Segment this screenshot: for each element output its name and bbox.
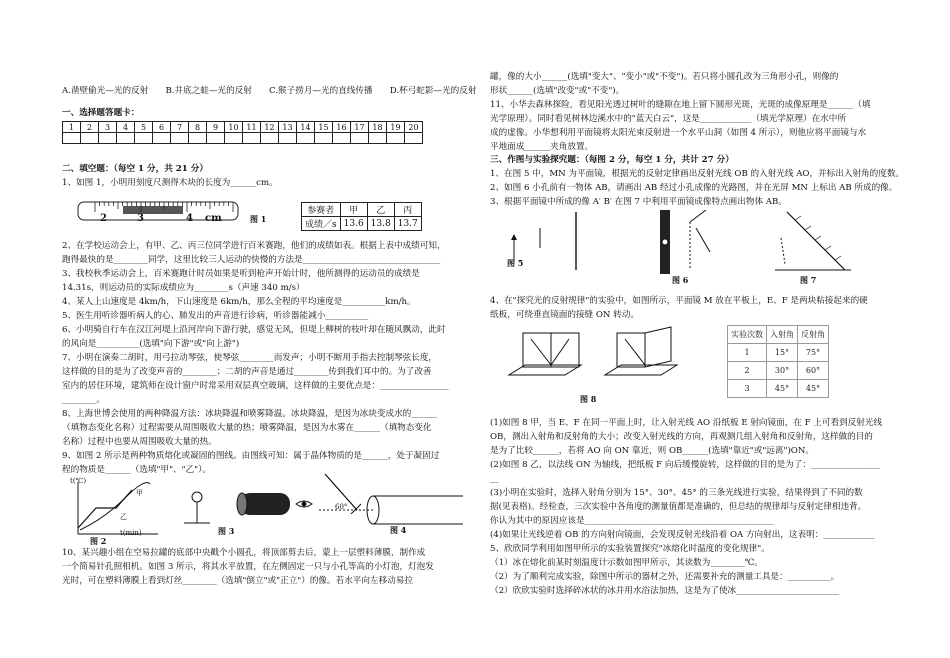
question-3a: 3、我校秋季运动会上，百米赛跑计时员如果是听到枪声开始计时，他所测得的运动员的成绩是 bbox=[62, 269, 420, 279]
answer-card-blank[interactable] bbox=[117, 133, 135, 144]
fig6-pinhole-figure bbox=[650, 208, 730, 278]
section1-title: 一、选择题答题卡： bbox=[62, 108, 140, 118]
right-line-2: 形状______(选填"改变"或"不变")。 bbox=[490, 86, 625, 96]
answer-card-blank[interactable] bbox=[369, 133, 387, 144]
fig2-ylabel: t(℃) bbox=[70, 477, 87, 485]
experiment-q1a: (1)如图 8 甲，当 E、F 在同一平面上时，让入射光线 AO 沿纸板 E 射向镜面，在 F 上可看到反射光线 bbox=[490, 418, 883, 428]
question-8c: 名称）过程中也要从周围吸收大量的热。 bbox=[62, 437, 217, 447]
answer-card-blank[interactable] bbox=[225, 133, 243, 144]
fig7-label: 图 7 bbox=[800, 275, 817, 285]
section3-title: 三、作图与实验探究题：（每图 2 分，每空 1 分，共计 27 分） bbox=[490, 155, 734, 165]
answer-card-number: 6 bbox=[153, 122, 171, 133]
experiment-table bbox=[727, 325, 829, 398]
exp-cell-2-0: 3 bbox=[728, 380, 767, 398]
answer-card-blank[interactable] bbox=[207, 133, 225, 144]
question-11d: 平地面成______夹角放置。 bbox=[490, 142, 594, 152]
score-cell-2: 13.8 bbox=[367, 217, 394, 231]
experiment-q3b: 据(见表格)。经检查，三次实验中各角度的测量值都是准确的，但总结的规律却与反射定律相违背。 bbox=[490, 502, 867, 512]
fig2-curve-yi: 乙 bbox=[120, 513, 127, 521]
answer-card-number: 7 bbox=[171, 122, 189, 133]
answer-card-number: 17 bbox=[351, 122, 369, 133]
exp-cell-2-2: 45° bbox=[798, 380, 829, 398]
experiment-4a: 4、在"探究光的反射规律"的实验中，如图所示，平面镜 M 放在平板上，E、F 是两块粘接起来的硬 bbox=[490, 296, 868, 306]
section2-title: 二、填空题：（每空 1 分，共 21 分） bbox=[62, 164, 208, 174]
question-6b: 的风向是__________(选填"向下游"或"向上游") bbox=[62, 339, 240, 349]
fig8-reflection-boards bbox=[505, 325, 685, 387]
experiment-q4: (4)如果让光线逆着 OB 的方向射向镜面，会发现反射光线沿着 OA 方向射出，这表明：____________ bbox=[490, 530, 875, 540]
answer-card-number: 11 bbox=[243, 122, 261, 133]
exp-cell-2-1: 45° bbox=[767, 380, 798, 398]
ruler-unit: cm bbox=[205, 213, 222, 224]
score-cell-3: 13.7 bbox=[394, 217, 421, 231]
answer-card-number: 13 bbox=[279, 122, 297, 133]
score-table bbox=[301, 202, 422, 231]
answer-card-blank[interactable] bbox=[81, 133, 99, 144]
ruler-num-3: 3 bbox=[137, 213, 144, 224]
exp-cell-0-1: 15° bbox=[767, 344, 798, 362]
q-options-line: A.凿壁偷光—光的反射 B.井底之蛙—光的反射 C.猴子捞月—光的直线传播 D.杯弓蛇影—光的反射 bbox=[62, 86, 477, 96]
question-8b: （填物态变化名称）过程需要从周围吸收大量的热；喷雾降温，是因为水雾在______（填物态变化 bbox=[62, 423, 432, 433]
question-4: 4、某人上山速度是 4km/h，下山速度是 6km/h，那么全程的平均速度是__________km/h。 bbox=[62, 297, 416, 307]
experiment-q2b: __ bbox=[490, 474, 499, 484]
score-header-3: 丙 bbox=[394, 203, 421, 217]
mirror-cave-figure bbox=[315, 470, 465, 530]
answer-card-number: 10 bbox=[225, 122, 243, 133]
fig3-label: 图 3 bbox=[218, 526, 235, 536]
answer-card-blank[interactable] bbox=[63, 133, 81, 144]
experiment-q1b: OB，测出入射角和反射角的大小；改变入射光线的方向，再观测几组入射角和反射角，这样做的目的 bbox=[490, 432, 873, 442]
answer-card-number: 19 bbox=[387, 122, 405, 133]
question-5: 5、医生用听诊器听病人的心、肺发出的声音进行诊病，听诊器能减小__________ bbox=[62, 311, 369, 321]
score-cell-1: 13.6 bbox=[340, 217, 367, 231]
drawing-q3: 3、根据平面镜中所成的像 A′ B′ 在图 7 中利用平面镜成像特点画出物体 AB。 bbox=[490, 197, 787, 207]
exp-cell-0-0: 1 bbox=[728, 344, 767, 362]
fig4-angle: 60° bbox=[335, 503, 348, 511]
answer-card-number: 2 bbox=[81, 122, 99, 133]
question-10a: 10、某兴趣小组在空易拉罐的底部中央戳个小圆孔，将顶部剪去后，蒙上一层塑料薄膜，制作成 bbox=[62, 548, 426, 558]
answer-card-number: 16 bbox=[333, 122, 351, 133]
question-9a: 9、如图 2 所示是两种物质熔化或凝固的图线。由图线可知：属于晶体物质的是______，处于凝固过 bbox=[62, 451, 440, 461]
answer-card-blank[interactable] bbox=[351, 133, 369, 144]
fig7-mirror-image-figure bbox=[765, 208, 855, 276]
question-11c: 成的虚像。小华想利用平面镜将太阳光束反射进一个水平山洞（如图 4 所示），则他应将平面镜与水 bbox=[490, 128, 867, 138]
exp-cell-1-1: 30° bbox=[767, 362, 798, 380]
answer-card-blank[interactable] bbox=[153, 133, 171, 144]
drawing-q1: 1、在图 5 中，MN 为平面镜，根据光的反射定律画出反射光线 OB 的入射光线 AO，并标出入射角的度数。 bbox=[490, 169, 905, 179]
drawing-q2: 2、如图 6 小孔前有一物体 AB，请画出 AB 经过小孔成像的光路图，并在光屏 MN 上标出 AB 所成的像。 bbox=[490, 183, 898, 193]
fig5-label: 图 5 bbox=[507, 258, 524, 268]
experiment-4b: 纸板，可绕垂直镜面的接缝 ON 转动。 bbox=[490, 310, 639, 320]
fig2-curve-jia: 甲 bbox=[136, 489, 143, 497]
answer-card-number: 15 bbox=[315, 122, 333, 133]
question-10c: 光时，可在塑料薄膜上看到灯丝________（选填"倒立"或"正立"）的像。若水平向左移动易拉 bbox=[62, 576, 413, 586]
answer-card-number: 1 bbox=[63, 122, 81, 133]
answer-card-blank[interactable] bbox=[405, 133, 423, 144]
exp-cell-1-2: 60° bbox=[798, 362, 829, 380]
right-line-1: 罐，像的大小______(选填"变大"、"变小"或"不变")。若只将小圆孔改为三角形小孔，则像的 bbox=[490, 72, 839, 82]
ice-experiment-q3: （2）欣欣实验时选择碎冰状的冰并用水浴法加热，这是为了使冰________________________ bbox=[490, 586, 840, 596]
answer-card-blank[interactable] bbox=[333, 133, 351, 144]
ruler-num-2: 2 bbox=[100, 213, 107, 224]
score-header-2: 乙 bbox=[367, 203, 394, 217]
experiment-q3a: (3)小明在实验时，选择入射角分别为 15°、30°、45° 的三条光线进行实验，结果得到了不同的数 bbox=[490, 488, 863, 498]
question-3b: 14.31s，则运动员的实际成绩应为________s（声速 340 m/s） bbox=[62, 283, 305, 293]
score-cell-0: 成绩／s bbox=[302, 217, 341, 231]
question-6a: 6、小明骑自行车在汉江河堤上沿河岸向下游行驶，感觉无风，但堤上柳树的枝叶却在随风飘动，此时 bbox=[62, 325, 446, 335]
answer-card-number: 20 bbox=[405, 122, 423, 133]
answer-card-blank[interactable] bbox=[99, 133, 117, 144]
score-header-1: 甲 bbox=[340, 203, 367, 217]
answer-card-number: 8 bbox=[189, 122, 207, 133]
answer-card-number: 18 bbox=[369, 122, 387, 133]
exp-header-2: 反射角 bbox=[798, 326, 829, 344]
answer-card-blank[interactable] bbox=[189, 133, 207, 144]
question-1: 1、如图 1，小明用刻度尺测得木块的长度为______cm。 bbox=[62, 178, 278, 188]
question-9b: 程的物质是______（选填"甲"、"乙"）。 bbox=[62, 465, 212, 475]
fig2-xlabel: t(min) bbox=[120, 529, 142, 537]
exp-header-0: 实验次数 bbox=[728, 326, 767, 344]
fig4-label: 图 4 bbox=[390, 525, 407, 535]
answer-card-blank[interactable] bbox=[279, 133, 297, 144]
question-11a: 11、小华去森林探险，看见阳光透过树叶的缝隙在地上留下圆形光斑，光斑的成像原理是______（填 bbox=[490, 100, 871, 110]
fig6-label: 图 6 bbox=[672, 275, 689, 285]
answer-card-blank[interactable] bbox=[297, 133, 315, 144]
score-header-0: 参赛者 bbox=[302, 203, 341, 217]
question-7d: ________。 bbox=[62, 395, 105, 405]
answer-card-number: 12 bbox=[261, 122, 279, 133]
question-7a: 7、小明在演奏二胡时，用弓拉动琴弦，使琴弦________而发声；小明不断用手指去控制琴弦长度， bbox=[62, 353, 438, 363]
answer-card-blank[interactable] bbox=[261, 133, 279, 144]
experiment-q1c: 是为了比较______，若将 AO 向 ON 靠近，则 OB______(选填"靠近"或"远离")ON。 bbox=[490, 446, 814, 456]
question-2b: 跑得最快的是________同学，这里比较三人运动的快慢的方法是________________________________ bbox=[62, 255, 441, 265]
melting-graph-figure bbox=[70, 478, 160, 540]
answer-card-number: 14 bbox=[297, 122, 315, 133]
answer-card-number: 9 bbox=[207, 122, 225, 133]
experiment-q3c: 你认为其中的原因应该是____________________________________________ bbox=[490, 516, 774, 526]
fig2-label: 图 2 bbox=[90, 536, 107, 546]
ice-experiment-intro: 5、欣欣同学利用如图甲所示的实验装置探究"冰熔化时温度的变化规律"。 bbox=[490, 544, 770, 554]
experiment-q2a: (2)如图 8 乙，以法线 ON 为轴线，把纸板 F 向后缓慢旋转，这样做的目的是为了：________________ bbox=[490, 460, 880, 470]
question-8a: 8、上海世博会使用的两种降温方法：冰块降温和喷雾降温。冰块降温，是因为冰块变成水的______ bbox=[62, 409, 438, 419]
question-7b: 这样做的目的是为了改变声音的________；二胡的声音是通过________传到我们耳中的。为了改善 bbox=[62, 367, 432, 377]
answer-card-number: 3 bbox=[99, 122, 117, 133]
question-11b: 光学原理）。同时看见树林边溪水中的"蓝天白云"，这是____________（填光学原理）在水中所 bbox=[490, 114, 846, 124]
ice-experiment-q2: （2）为了顺利完成实验，除图中所示的器材之外，还需要补充的测量工具是：__________。 bbox=[490, 572, 840, 582]
answer-card-number: 4 bbox=[117, 122, 135, 133]
exp-cell-1-0: 2 bbox=[728, 362, 767, 380]
question-2a: 2、在学校运动会上，有甲、乙、丙三位同学进行百米赛跑，他们的成绩如表。根据上表中成绩可知， bbox=[62, 241, 446, 251]
answer-card-blank[interactable] bbox=[387, 133, 405, 144]
answer-card-number: 5 bbox=[135, 122, 153, 133]
exp-cell-0-2: 75° bbox=[798, 344, 829, 362]
answer-card-table bbox=[62, 121, 423, 144]
fig8-label: 图 8 bbox=[580, 394, 597, 404]
ruler-num-4: 4 bbox=[186, 213, 193, 224]
ice-experiment-q1: （1）冰在熔化前某时刻温度计示数如图甲所示，其读数为________℃。 bbox=[490, 558, 763, 568]
exp-header-1: 入射角 bbox=[767, 326, 798, 344]
question-10b: 一个简易针孔照相机。如图 3 所示，将其水平放置，在左侧固定一只与小孔等高的小灯泡，灯泡发 bbox=[62, 562, 434, 572]
question-7c: 室内的居住环境，建筑师在设计窗户时常采用双层真空玻璃，这样做的主要优点是：________________ bbox=[62, 381, 449, 391]
answer-card-blank[interactable] bbox=[135, 133, 153, 144]
fig1-label: 图 1 bbox=[250, 214, 267, 224]
answer-card-blank[interactable] bbox=[315, 133, 333, 144]
answer-card-blank[interactable] bbox=[171, 133, 189, 144]
answer-card-blank[interactable] bbox=[243, 133, 261, 144]
pinhole-camera-figure bbox=[180, 485, 320, 527]
